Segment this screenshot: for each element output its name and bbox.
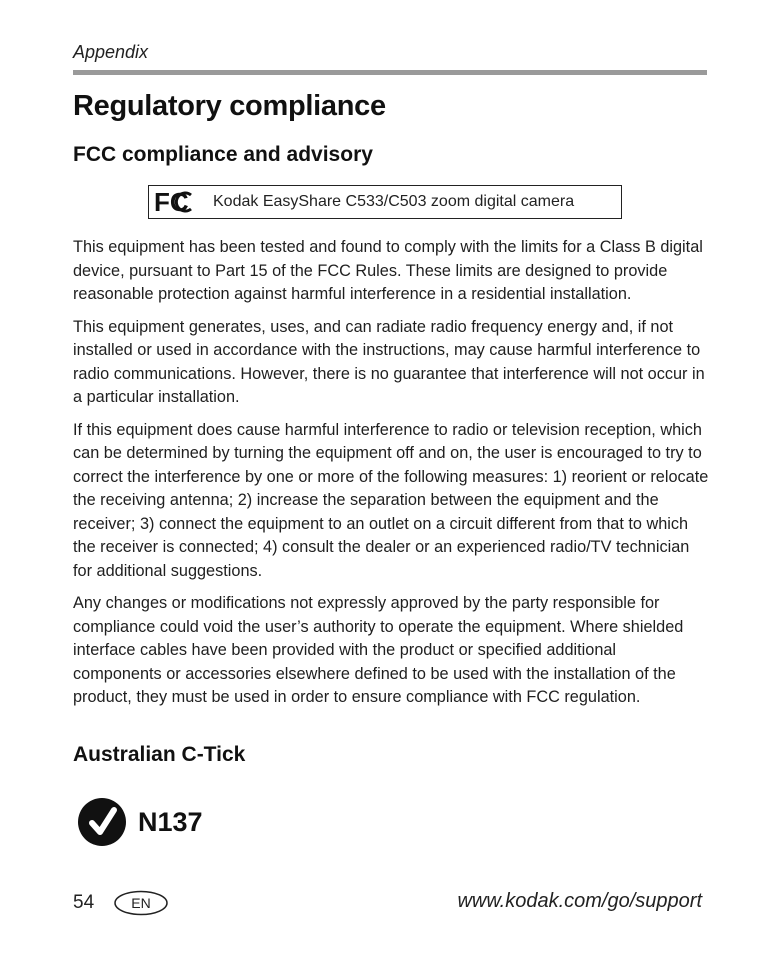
language-badge-text: EN: [131, 895, 151, 911]
fcc-paragraph-3: If this equipment does cause harmful interference to radio or television reception, which can be determined by turning the equipment off and on, the user is encouraged to try to correct the interference by one or more of the following measures: 1) reorient or relocate the receiving antenna; 2) increase the separation between the equipment and the receiver; 3) connect the equipment to an outlet on a circuit different from that to which the receiver is connected; 4) consult the dealer or an experienced radio/TV technician for additional suggestions.: [73, 420, 709, 580]
fcc-model-box: [148, 185, 622, 219]
fcc-paragraph-4: Any changes or modifications not expressly approved by the party responsible for compliance could void the user’s authority to operate the equipment. Where shielded interface cables have been provided with the product or specified additional components or accessories elsewhere defined to be used with the installation of the product, they must be used in order to ensure compliance with FCC regulation.: [73, 594, 684, 706]
c-tick-icon: [76, 796, 128, 848]
fcc-logo-text: FC: [154, 187, 189, 217]
fcc-heading: FCC compliance and advisory: [73, 143, 373, 166]
page-title: Regulatory compliance: [73, 90, 386, 122]
ctick-code: N137: [138, 806, 203, 837]
support-url[interactable]: www.kodak.com/go/support: [457, 890, 702, 912]
model-name: Kodak EasyShare C533/C503 zoom digital camera: [213, 193, 575, 210]
language-badge-icon: [113, 890, 169, 916]
fcc-paragraph-2: This equipment generates, uses, and can radiate radio frequency energy and, if not installed or used in accordance with the instructions, may cause harmful interference to radio communications. However, there is no guarantee that interference will not occur in a particular installation.: [73, 317, 705, 406]
fcc-logo-icon: [151, 187, 207, 217]
section-label: Appendix: [73, 42, 149, 62]
fcc-paragraph-1: This equipment has been tested and found to comply with the limits for a Class B digital device, pursuant to Part 15 of the FCC Rules. These limits are designed to provide reasonable protection against harmful interference in a residential installation.: [73, 238, 703, 303]
ctick-heading: Australian C-Tick: [73, 743, 246, 766]
header-divider: [73, 70, 707, 75]
fcc-body: [73, 236, 709, 719]
page-number: 54: [73, 892, 95, 913]
ctick-mark: [76, 796, 203, 848]
